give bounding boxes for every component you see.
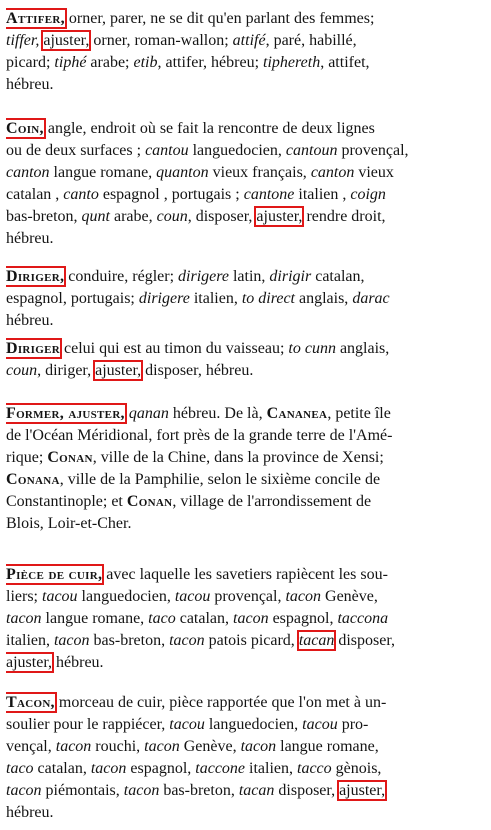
text-line	[6, 30, 482, 52]
entry-tacon	[6, 692, 482, 824]
entry-former	[6, 403, 482, 535]
text-line	[6, 564, 482, 586]
text-run: italien,	[6, 632, 54, 649]
text-run: arabe;	[86, 54, 134, 71]
headword-highlight: Diriger	[6, 340, 60, 357]
text-run: hébreu.	[6, 76, 54, 93]
text-run: catalan,	[175, 610, 234, 627]
text-run: disposer,	[334, 632, 396, 649]
entry-attifer	[6, 8, 482, 96]
text-run: italien,	[189, 290, 242, 307]
text-run: bas-breton,	[159, 782, 239, 799]
text-line	[6, 52, 482, 74]
word-italic: dirigere	[138, 290, 190, 307]
word-italic: tacon	[144, 738, 180, 755]
text-run: , disposer,	[187, 208, 257, 225]
text-run: anglais,	[294, 290, 353, 307]
text-run: morceau de cuir, pièce rapportée que l'on met à un-	[54, 694, 387, 711]
text-line	[6, 228, 482, 250]
text-run: Genève,	[179, 738, 241, 755]
text-run: pro-	[337, 716, 369, 733]
word-italic: tacon	[6, 782, 42, 799]
text-run: , attifet,	[320, 54, 370, 71]
place-name: Conana	[6, 471, 60, 488]
place-name: Conan	[126, 493, 173, 510]
text-line	[6, 425, 482, 447]
word-italic: cantone	[243, 186, 295, 203]
word-italic: coign	[350, 186, 386, 203]
text-line	[6, 74, 482, 96]
text-run: , village de l'arrondissement de	[172, 493, 372, 510]
text-line	[6, 403, 482, 425]
ajuster-highlight: ajuster,	[339, 782, 386, 799]
text-run: picard;	[6, 54, 55, 71]
text-run: soulier pour le rappiécer,	[6, 716, 170, 733]
text-run: conduire, régler;	[64, 268, 179, 285]
text-line	[6, 8, 482, 30]
text-run: anglais,	[335, 340, 390, 357]
headword-highlight: Tacon,	[6, 694, 55, 711]
text-run: Constantinople; et	[6, 493, 127, 510]
word-italic: tiffer,	[6, 32, 40, 49]
headword-highlight: Former, ajuster,	[6, 405, 125, 422]
text-line	[6, 652, 482, 674]
text-run: , attifer, hébreu;	[157, 54, 264, 71]
word-italic: qunt	[81, 208, 110, 225]
headword-highlight: Attifer,	[6, 10, 65, 27]
text-line	[6, 140, 482, 162]
text-line	[6, 630, 482, 652]
text-run: vieux	[354, 164, 394, 181]
word-italic: coun	[6, 362, 38, 379]
text-run: angle, endroit où se fait la rencontre de deux lignes	[43, 120, 375, 137]
text-run: espagnol,	[126, 760, 196, 777]
text-run: avec laquelle les savetiers rapiècent les sou-	[102, 566, 388, 583]
word-italic: tacon	[169, 632, 205, 649]
word-italic: tacon	[285, 588, 322, 605]
text-run: ou de deux surfaces ;	[6, 142, 146, 159]
text-line	[6, 206, 482, 228]
word-italic: tacon	[90, 760, 127, 777]
text-run: rendre droit,	[302, 208, 386, 225]
text-line	[6, 310, 482, 332]
text-line	[6, 184, 482, 206]
text-run: langue romane,	[41, 610, 149, 627]
text-run: liers;	[6, 588, 42, 605]
text-line	[6, 118, 482, 140]
word-italic: tacon	[55, 738, 92, 755]
text-line	[6, 266, 482, 288]
text-run: bas-breton,	[89, 632, 170, 649]
text-run: hébreu.	[6, 230, 54, 247]
text-run: catalan ,	[6, 186, 64, 203]
word-italic: tacon	[240, 738, 277, 755]
text-line	[6, 513, 482, 535]
word-italic: qanan	[128, 405, 169, 422]
text-run: orner, parer, ne se dit qu'en parlant des femmes;	[64, 10, 375, 27]
text-run: espagnol,	[268, 610, 338, 627]
text-run: vençal,	[6, 738, 56, 755]
text-run: catalan,	[33, 760, 91, 777]
text-line	[6, 162, 482, 184]
word-italic: cantoun	[285, 142, 338, 159]
text-line	[6, 758, 482, 780]
text-run: vieux français,	[208, 164, 311, 181]
entry-diriger-timon	[6, 338, 482, 382]
word-italic: cantou	[145, 142, 189, 159]
ajuster-highlight: ajuster,	[256, 208, 303, 225]
word-italic: tacon	[123, 782, 160, 799]
word-italic: quanton	[156, 164, 209, 181]
text-run: , diriger,	[37, 362, 96, 379]
entry-coin	[6, 118, 482, 250]
text-run: langue romane,	[276, 738, 379, 755]
word-italic: tacou	[42, 588, 78, 605]
text-run: disposer,	[274, 782, 340, 799]
text-line	[6, 736, 482, 758]
word-italic: tacco	[297, 760, 332, 777]
ajuster-highlight: ajuster,	[6, 654, 53, 671]
text-run: espagnol , portugais ;	[98, 186, 244, 203]
text-run: orner, roman-wallon;	[89, 32, 233, 49]
text-line	[6, 447, 482, 469]
text-run: languedocien,	[204, 716, 303, 733]
text-run: provençal,	[210, 588, 286, 605]
text-run: arabe,	[109, 208, 157, 225]
word-italic: dirigere	[178, 268, 229, 285]
text-run: italien,	[245, 760, 297, 777]
text-line	[6, 586, 482, 608]
text-line	[6, 780, 482, 802]
text-run: , paré, habillé,	[265, 32, 357, 49]
headword-highlight: Pièce de cuir,	[6, 566, 103, 583]
word-italic: canton	[310, 164, 355, 181]
text-run: languedocien,	[77, 588, 175, 605]
word-italic: tacou	[174, 588, 211, 605]
text-run: provençal,	[337, 142, 409, 159]
text-line	[6, 802, 482, 824]
text-run: hébreu.	[6, 804, 54, 821]
word-italic: taco	[148, 610, 176, 627]
text-run: espagnol, portugais;	[6, 290, 139, 307]
text-line	[6, 338, 482, 360]
text-line	[6, 360, 482, 382]
text-line	[6, 714, 482, 736]
entry-piece-de-cuir	[6, 564, 482, 674]
text-run: de l'Océan Méridional, fort près de la grande terre de l'Amé-	[6, 427, 393, 444]
word-italic: darac	[352, 290, 390, 307]
text-line	[6, 469, 482, 491]
text-run: Blois, Loir-et-Cher.	[6, 515, 132, 532]
text-run: languedocien,	[188, 142, 286, 159]
text-line	[6, 692, 482, 714]
word-italic: to direct	[241, 290, 295, 307]
text-run: patois picard,	[204, 632, 299, 649]
tacan-highlight: tacan	[298, 632, 335, 649]
text-run: , ville de la Chine, dans la province de Xensi;	[92, 449, 384, 466]
word-italic: attifé	[232, 32, 266, 49]
text-line	[6, 288, 482, 310]
word-italic: canto	[63, 186, 99, 203]
text-run: hébreu.	[52, 654, 104, 671]
text-run: , petite île	[327, 405, 391, 422]
text-run: rique;	[6, 449, 48, 466]
text-run: disposer, hébreu.	[141, 362, 254, 379]
text-run: hébreu.	[6, 312, 54, 329]
text-run: catalan,	[311, 268, 365, 285]
text-run: latin,	[228, 268, 270, 285]
place-name: Cananea	[266, 405, 328, 422]
ajuster-highlight: ajuster,	[95, 362, 142, 379]
text-run: , ville de la Pamphilie, selon le sixième concile de	[59, 471, 381, 488]
word-italic: dirigir	[269, 268, 312, 285]
word-italic: tacou	[169, 716, 205, 733]
entry-diriger	[6, 266, 482, 332]
headword-highlight: Coin,	[6, 120, 44, 137]
text-run: hébreu. De là,	[168, 405, 267, 422]
text-run: langue romane,	[49, 164, 157, 181]
text-run: bas-breton,	[6, 208, 82, 225]
text-run: celui qui est au timon du vaisseau;	[60, 340, 289, 357]
word-italic: canton	[6, 164, 50, 181]
ajuster-highlight: ajuster,	[43, 32, 90, 49]
text-line	[6, 608, 482, 630]
text-run: piémontais,	[41, 782, 124, 799]
word-italic: to cunn	[288, 340, 336, 357]
text-run: italien ,	[294, 186, 351, 203]
word-italic: tiphereth	[263, 54, 321, 71]
word-italic: tacou	[302, 716, 338, 733]
headword-highlight: Diriger,	[6, 268, 65, 285]
text-run: Genève,	[321, 588, 378, 605]
word-italic: taco	[6, 760, 34, 777]
word-italic: taccona	[337, 610, 389, 627]
word-italic: etib	[133, 54, 158, 71]
word-italic: taccone	[195, 760, 246, 777]
word-italic: tacon	[233, 610, 269, 627]
word-italic: coun	[156, 208, 188, 225]
text-run: gènois,	[331, 760, 382, 777]
place-name: Conan	[47, 449, 93, 466]
text-run: rouchi,	[91, 738, 145, 755]
word-italic: tacan	[238, 782, 275, 799]
word-italic: tacon	[53, 632, 90, 649]
text-line	[6, 491, 482, 513]
word-italic: tacon	[6, 610, 42, 627]
word-italic: tiphé	[54, 54, 87, 71]
